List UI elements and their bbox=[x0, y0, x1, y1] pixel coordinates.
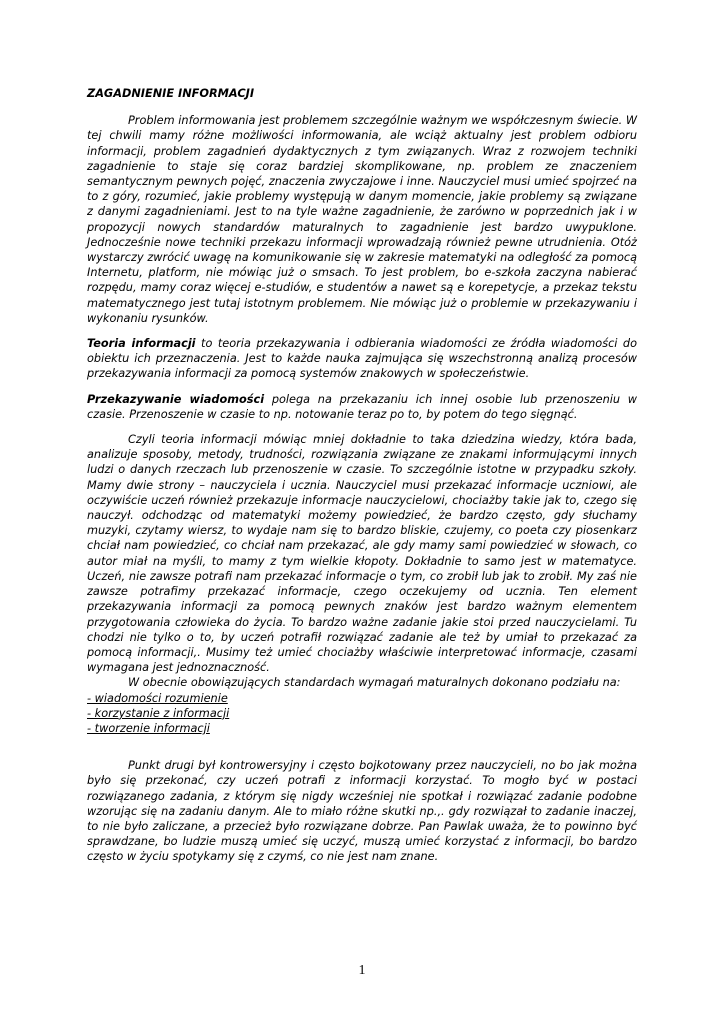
term-teoria-informacji: Teoria informacji bbox=[87, 337, 196, 351]
paragraph-theory-explained: Czyli teoria informacji mówiąc mniej dokładnie to taka dziedzina wiedzy, która bada, analizuje sposoby, metody, trudności, rozwiązania związane ze znakami informującymi innych ludzi o danych rzeczach lub przenoszenie w czasie. To szczególnie istotne w przypadku szkoły. Mamy dwie strony – nauczyciela i ucznia. Nauczyciel musi przekazać informacje uczniowi, ale oczywiście uczeń również przekazuje informacje nauczycielowi, chociażby takie jak to, czego się nauczył. odchodząc od matematyki możemy powiedzieć, że bardzo często, gdy słuchamy muzyki, czytamy wiersz, to wydaje nam się to bardzo bliskie, czujemy, co poeta czy piosenkarz chciał nam powiedzieć, co chciał nam przekazać, ale gdy mamy sami powiedzieć w słowach, co autor miał na myśli, to mamy z tym wielkie kłopoty. Dokładnie to samo jest w matematyce. Uczeń, nie zawsze potrafi nam przekazać informacje o tym, co zrobił lub jak to zrobił. My zaś nie zawsze potrafimy przekazać informacje, czego oczekujemy od ucznia. Ten element przekazywania informacji za pomocą pewnych znaków jest bardzo ważnym elementem przygotowania człowieka do życia. To bardzo ważne zadanie jakie stoi przed nauczycielami. Tu chodzi nie tylko o to, by uczeń potrafił rozwiązać zadanie ale też by umiał to przekazać za pomocą informacji,. Musimy też umieć chociażby właściwie interpretować informacje, czasami wymagana jest jednoznaczność. bbox=[87, 433, 637, 675]
term-przekazywanie-wiadomosci: Przekazywanie wiadomości bbox=[87, 392, 265, 406]
paragraph-definition-theory bbox=[87, 336, 637, 382]
list-item: - wiadomości rozumienie bbox=[87, 691, 228, 705]
document-title: ZAGADNIENIE INFORMACJI bbox=[87, 87, 255, 100]
paragraph-point-two: Punkt drugi był kontrowersyjny i często bojkotowany przez nauczycieli, no bo jak można było się przekonać, czy uczeń potrafi z informacji korzystać. To mogło być w postaci rozwiązanego zadania, z którym się nigdy wcześniej nie spotkał i rozwiązać zadanie podobne wzorując się na zadaniu danym. Ale to miało różne skutki np.,. gdy rozwiązał to zadanie inaczej, to nie było zaliczane, a przecież było rozwiązane dobrze. Pan Pawlak uważa, że to powinno być sprawdzane, bo ludzie muszą umieć się uczyć, muszą umieć korzystać z informacji, bo bardzo często w życiu spotykamy się z czymś, co nie jest nam znane. bbox=[87, 759, 637, 864]
document-body bbox=[87, 86, 637, 865]
paragraph-intro: Problem informowania jest problemem szczególnie ważnym we współczesnym świecie. W tej chwili mamy różne możliwości informowania, ale wciąż aktualny jest problem odbioru informacji, problem zagadnień dydaktycznych z tym związanych. Wraz z rozwojem techniki zagadnienie to staje się coraz bardziej skomplikowane, np. problem ze znaczeniem semantycznym pewnych pojęć, znaczenia zwyczajowe i inne. Nauczyciel musi umieć spojrzeć na to z góry, rozumieć, jakie problemy występują w danym momencie, jakie problemy są związane z danymi zagadnieniami. Jest to na tyle ważne zagadnienie, że zarówno w poprzednich jak i w propozycji nowych standardów maturalnych to zagadnienie jest bardzo uwypuklone. Jednocześnie nowe techniki przekazu informacji wprowadzają również pewne utrudnienia. Otóż wystarczy zwrócić uwagę na komunikowanie się w zakresie matematyki na odległość za pomocą Internetu, platform, nie mówiąc już o smsach. To jest problem, bo e-szkoła zaczyna nabierać rozpędu, mamy coraz więcej e-studiów, e studentów a nawet są e korepetycje, a przekaz tekstu matematycznego jest tutaj istotnym problemem. Nie mówiąc już o problemie w przekazywaniu i wykonaniu rysunków. bbox=[87, 114, 637, 325]
paragraph-standards: W obecnie obowiązujących standardach wymagań maturalnych dokonano podziału na: bbox=[128, 676, 621, 690]
list-item: - korzystanie z informacji bbox=[87, 706, 230, 720]
paragraph-definition-transfer bbox=[87, 392, 637, 422]
definition-text: to teoria przekazywania i odbierania wiadomości ze źródła wiadomości do obiektu ich przeznaczenia. Jest to każde nauka zajmująca się wszechstronną analizą procesów przekazywania informacji za pomocą systemów znakowych w społeczeństwie. bbox=[87, 337, 637, 381]
standards-list bbox=[87, 691, 637, 737]
page-number: 1 bbox=[358, 963, 366, 978]
definition-text: polega na przekazaniu ich innej osobie lub przenoszeniu w czasie. Przenoszenie w czasie to np. notowanie teraz po to, by potem do tego sięgnąć. bbox=[87, 392, 637, 421]
list-item: - tworzenie informacji bbox=[87, 721, 210, 735]
